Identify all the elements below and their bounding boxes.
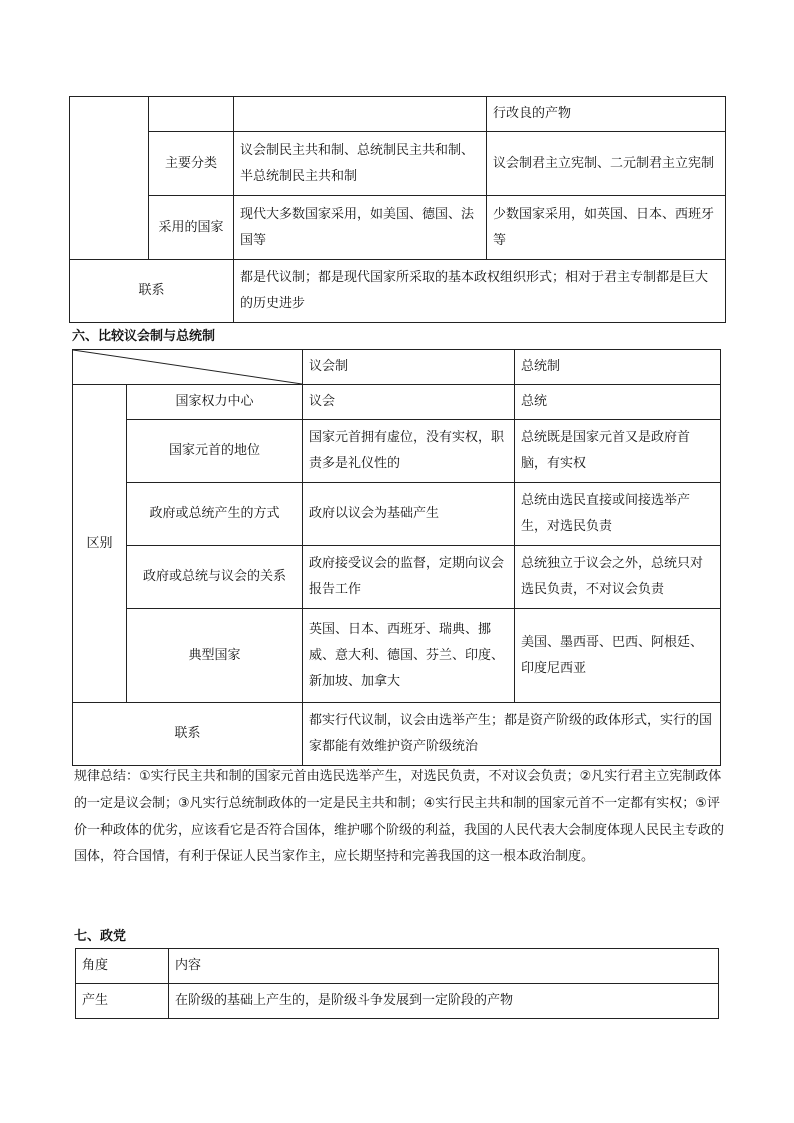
cell-parliamentary: 政府接受议会的监督，定期向议会报告工作 <box>303 546 515 609</box>
cell-left: 现代大多数国家采用，如美国、德国、法国等 <box>234 196 487 260</box>
col-header-parliamentary: 议会制 <box>303 350 515 385</box>
cell-right: 议会制君主立宪制、二元制君主立宪制 <box>487 132 726 196</box>
table1-empty-cell <box>234 97 487 132</box>
cell-left: 议会制民主共和制、总统制民主共和制、半总统制民主共和制 <box>234 132 487 196</box>
cell-parliamentary: 国家元首拥有虚位，没有实权，职责多是礼仪性的 <box>303 420 515 483</box>
cell-parliamentary: 议会 <box>303 385 515 420</box>
table-parliamentary-vs-presidential <box>72 349 721 766</box>
section-7-heading: 七、政党 <box>74 929 127 944</box>
row-label-link: 联系 <box>70 260 234 323</box>
cell-content: 在阶级的基础上产生的，是阶级斗争发展到一定阶段的产物 <box>169 984 719 1019</box>
row-label: 政府或总统与议会的关系 <box>127 546 303 609</box>
cell-link-text: 都是代议制；都是现代国家所采取的基本政权组织形式；相对于君主专制都是巨大的历史进步 <box>234 260 726 323</box>
cell-presidential: 总统独立于议会之外，总统只对选民负责，不对议会负责 <box>515 546 721 609</box>
table1-merged-cell <box>70 97 149 260</box>
cell-presidential: 总统由选民直接或间接选举产生，对选民负责 <box>515 483 721 546</box>
row-label-countries: 采用的国家 <box>149 196 234 260</box>
row-label: 产生 <box>76 984 169 1019</box>
row-label: 典型国家 <box>127 609 303 703</box>
summary-paragraph: 规律总结：①实行民主共和制的国家元首由选民选举产生，对选民负责，不对议会负责；②凡实行君主立宪制政体的一定是议会制；③凡实行总统制政体的一定是民主共和制；④实行民主共和制的国家元首不一定都有实权；⑤评价一种政体的优劣，应该看它是否符合国体，维护哪个阶级的利益，我国的人民代表大会制度体现人民民主专政的国体，符合国情，有利于保证人民当家作主，应长期坚持和完善我国的这一根本政治制度。 <box>74 769 725 865</box>
cell-presidential: 总统既是国家元首又是政府首脑，有实权 <box>515 420 721 483</box>
table-political-party <box>75 948 719 1019</box>
row-label: 国家元首的地位 <box>127 420 303 483</box>
row-label-main-types: 主要分类 <box>149 132 234 196</box>
table1-empty-cell <box>149 97 234 132</box>
diagonal-header-cell <box>73 350 303 385</box>
cell-parliamentary: 政府以议会为基础产生 <box>303 483 515 546</box>
cell-parliamentary: 英国、日本、西班牙、瑞典、挪威、意大利、德国、芬兰、印度、新加坡、加拿大 <box>303 609 515 703</box>
table1-top-right: 行改良的产物 <box>487 97 726 132</box>
cell-right: 少数国家采用，如英国、日本、西班牙等 <box>487 196 726 260</box>
table-polity-comparison <box>69 96 726 323</box>
row-label: 政府或总统产生的方式 <box>127 483 303 546</box>
cell-link-text: 都实行代议制，议会由选举产生；都是资产阶级的政体形式，实行的国家都能有效维护资产阶级统治 <box>303 703 721 766</box>
row-label-link: 联系 <box>73 703 303 766</box>
col-header-content: 内容 <box>169 949 719 984</box>
cell-presidential: 总统 <box>515 385 721 420</box>
section-6-heading: 六、比较议会制与总统制 <box>72 329 216 344</box>
col-header-presidential: 总统制 <box>515 350 721 385</box>
col-header-angle: 角度 <box>76 949 169 984</box>
group-label-difference: 区别 <box>73 385 127 703</box>
cell-presidential: 美国、墨西哥、巴西、阿根廷、印度尼西亚 <box>515 609 721 703</box>
row-label: 国家权力中心 <box>127 385 303 420</box>
